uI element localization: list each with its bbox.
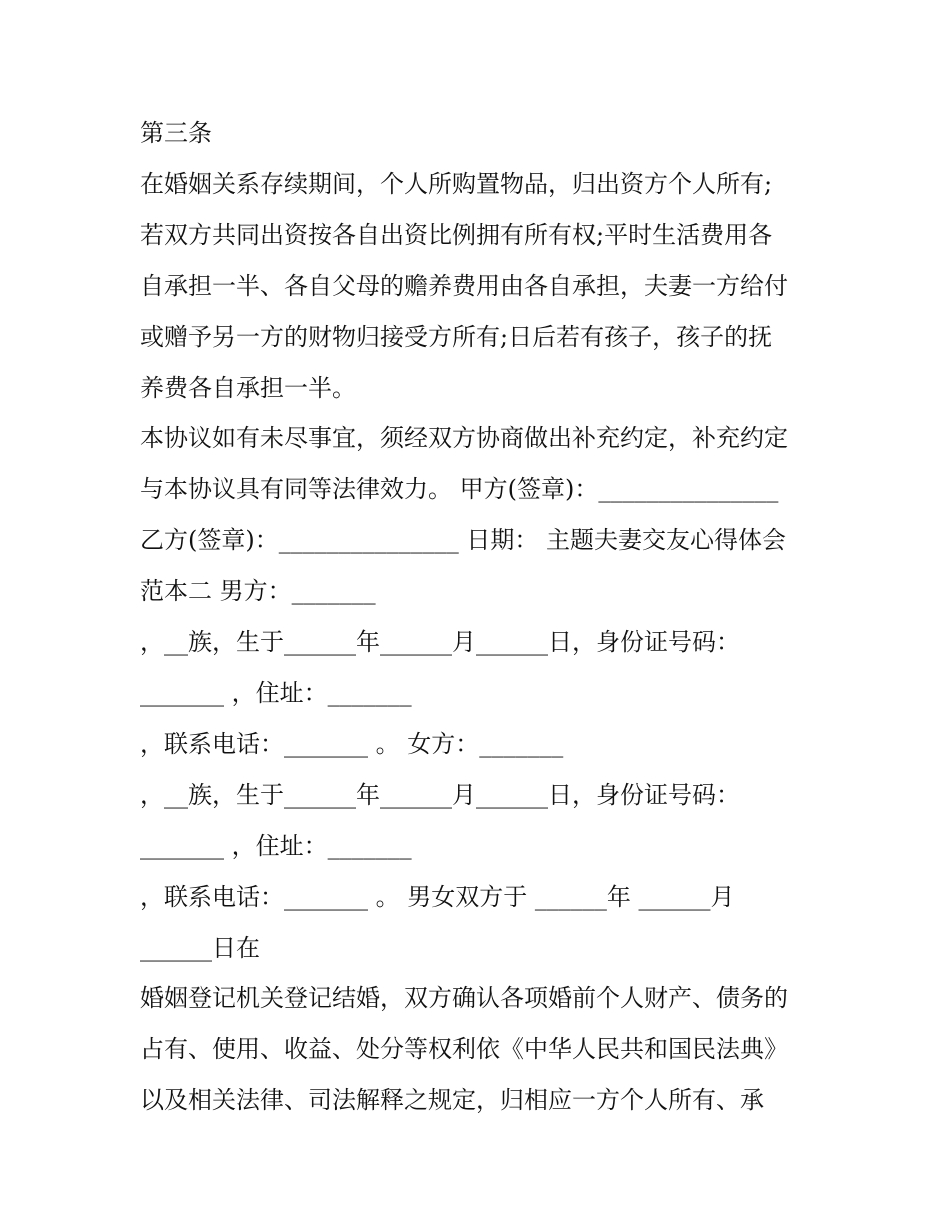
party-b-signature-line: 乙方(签章)：_______________ 日期： 主题夫妻交友心得体会 (140, 526, 786, 555)
husband-phone-wife-line: ，联系电话：_______ 。 女方：_______ (140, 729, 564, 758)
husband-address-line: _______ ，住址：_______ (140, 678, 412, 707)
document-body (140, 108, 830, 1126)
text-line: 养费各自承担一半。 (140, 373, 356, 402)
text-line: 或赠予另一方的财物归接受方所有;日后若有孩子，孩子的抚 (140, 322, 773, 351)
wife-address-line: _______ ，住址：_______ (140, 831, 412, 860)
text-line: 自承担一半、各自父母的赡养费用由各自承担，夫妻一方给付 (140, 271, 788, 300)
text-line: 以及相关法律、司法解释之规定，归相应一方个人所有、承 (140, 1086, 764, 1115)
husband-ethnicity-birth-id-line: ，__族，生于______年______月______日，身份证号码： (140, 628, 740, 657)
text-line: 婚姻登记机关登记结婚，双方确认各项婚前个人财产、债务的 (140, 984, 788, 1013)
party-a-signature-line: 与本协议具有同等法律效力。 甲方(签章)：_______________ (140, 475, 779, 504)
wife-phone-marriage-date-line: ，联系电话：_______ 。 男女双方于 ______年 ______月 (140, 882, 735, 911)
text-line: 本协议如有未尽事宜，须经双方协商做出补充约定，补充约定 (140, 424, 788, 453)
text-line: 占有、使用、收益、处分等权利依《中华人民共和国民法典》 (140, 1035, 788, 1064)
article-heading: 第三条 (140, 119, 212, 147)
text-line: 在婚姻关系存续期间，个人所购置物品，归出资方个人所有; (140, 169, 773, 198)
wife-ethnicity-birth-id-line: ，__族，生于______年______月______日，身份证号码： (140, 780, 740, 809)
marriage-day-line: ______日在 (140, 933, 260, 962)
template-two-husband-line: 范本二 男方：_______ (140, 577, 376, 606)
text-line: 若双方共同出资按各自出资比例拥有所有权;平时生活费用各 (140, 220, 773, 249)
